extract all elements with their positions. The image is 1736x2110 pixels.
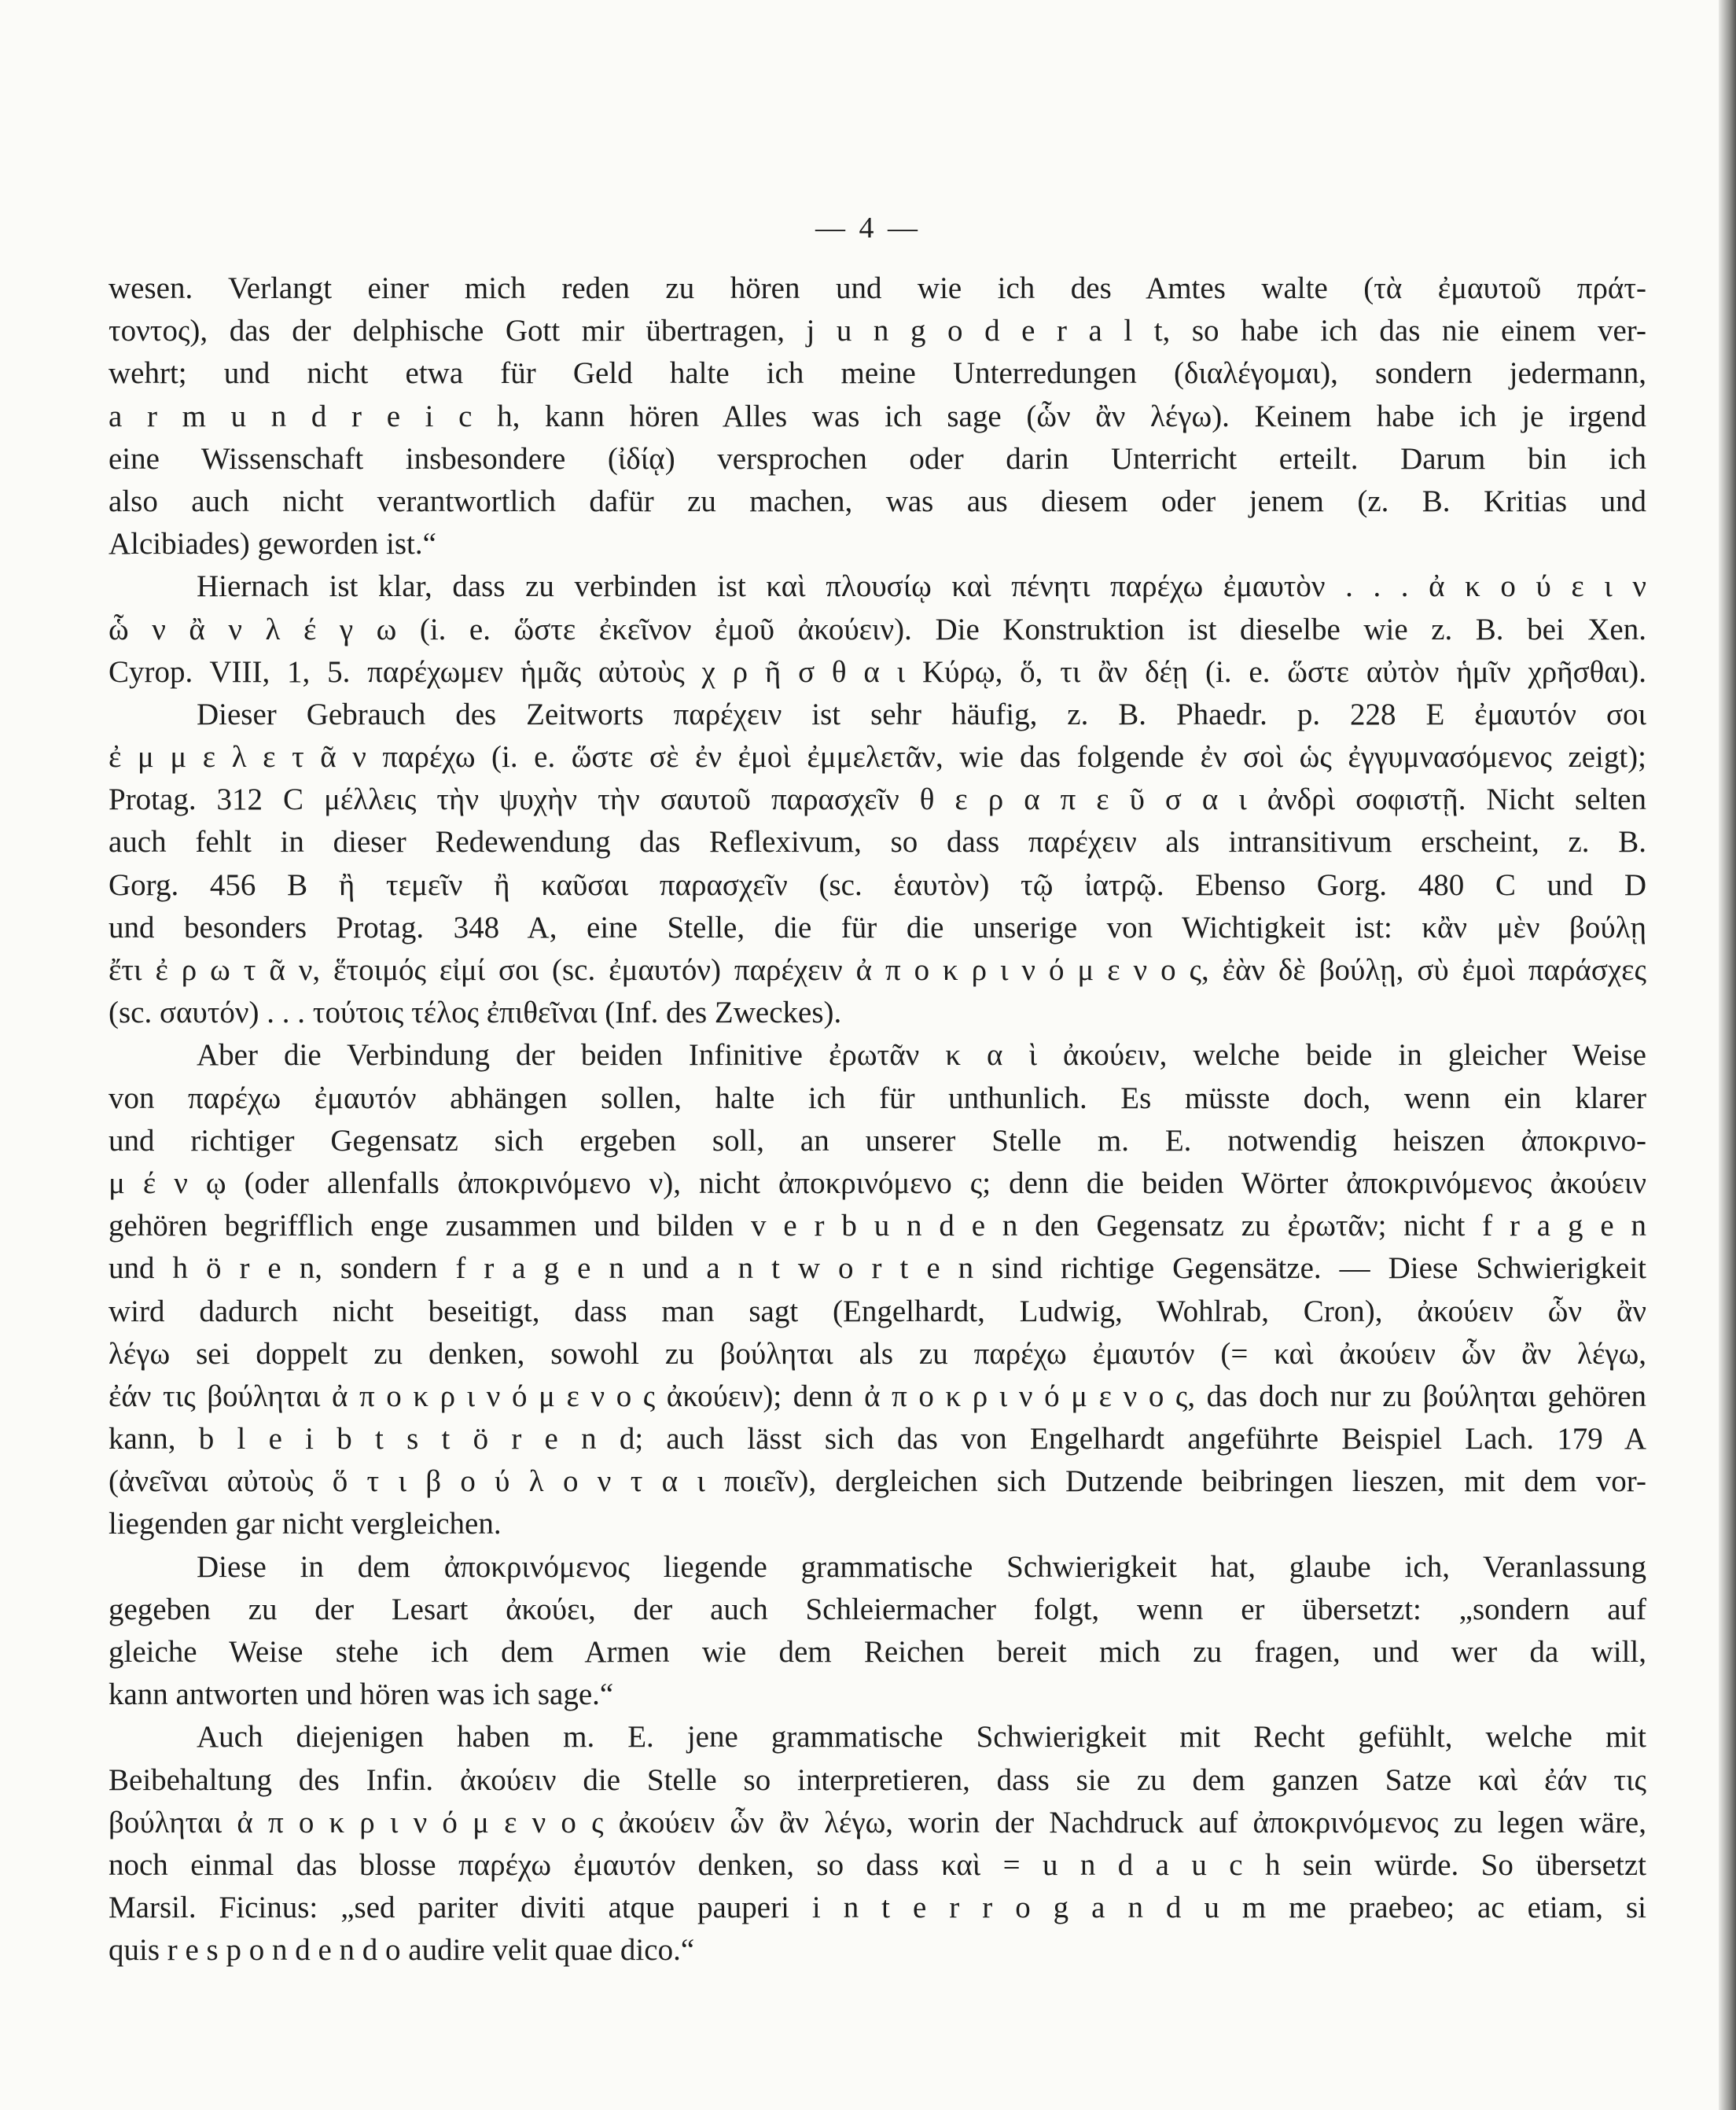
text-line: μ έ ν ῳ (oder allenfalls ἀποκρινόμενο ν), nicht ἀποκρινόμενο ς; denn die beiden Wörter ἀποκρινόμενος ἀκούειν (108, 1165, 1646, 1200)
text-line: ἐ μ μ ε λ ε τ ᾶ ν παρέχω (i. e. ὥστε σὲ ἐν ἐμοὶ ἐμμελετᾶν, wie das folgende ἐν σοὶ ὡς ἐγγυμνασόμενος zeigt); (108, 740, 1646, 775)
text-line: kann antworten und hören was ich sage.“ (108, 1677, 614, 1712)
text-line: Cyrop. VIII, 1, 5. παρέχωμεν ἡμᾶς αὐτοὺς χ ρ ῆ σ θ α ι Κύρῳ, ὅ, τι ἂν δέῃ (i. e. ὥστε αὐτὸν ἡμῖν χρῆσθαι). (108, 654, 1646, 689)
text-line: kann, b l e i b t s t ö r e n d; auch lässt sich das von Engelhardt angeführte Beispiel Lach. 179 A (108, 1422, 1646, 1456)
text-line: Hiernach ist klar, dass zu verbinden ist καὶ πλουσίῳ καὶ πένητι παρέχω ἐμαυτὸν . . . ἀ κ ο ύ ε ι ν (197, 569, 1646, 604)
text-line: Auch diejenigen haben m. E. jene grammatische Schwierigkeit mit Recht gefühlt, welche mit (197, 1720, 1646, 1755)
text-line: gegeben zu der Lesart ἀκούει, der auch Schleiermacher folgt, wenn er übersetzt: „sondern auf (108, 1592, 1646, 1626)
text-line: wird dadurch nicht beseitigt, dass man sagt (Engelhardt, Ludwig, Wohlrab, Cron), ἀκούειν ὧν ἂν (108, 1294, 1646, 1328)
text-line: und richtiger Gegensatz sich ergeben soll, an unserer Stelle m. E. notwendig heiszen ἀποκρινο- (108, 1123, 1646, 1158)
text-line: Diese in dem ἀποκρινόμενος liegende grammatische Schwierigkeit hat, glaube ich, Veranlassung (197, 1549, 1646, 1584)
text-line: quis r e s p o n d e n d o audire velit quae dico.“ (108, 1933, 695, 1968)
text-line: Marsil. Ficinus: „sed pariter diviti atque pauperi i n t e r r o g a n d u m me praebeo; ac etiam, si (108, 1891, 1646, 1925)
text-line: von παρέχω ἐμαυτόν abhängen sollen, halte ich für unthunlich. Es müsste doch, wenn ein klarer (108, 1081, 1646, 1115)
text-line: und h ö r e n, sondern f r a g e n und a n t w o r t e n sind richtige Gegensätze. — Diese Schwierigkeit (108, 1251, 1646, 1286)
text-line: ὧ ν ἂ ν λ έ γ ω (i. e. ὥστε ἐκεῖνον ἐμοῦ ἀκούειν). Die Konstruktion ist dieselbe wie z. B. bei Xen. (108, 612, 1646, 646)
text-line: noch einmal das blosse παρέχω ἐμαυτόν denken, so dass καὶ = u n d a u c h sein würde. So übersetzt (108, 1847, 1646, 1882)
text-line: ἔτι ἐ ρ ω τ ᾶ ν, ἕτοιμός εἰμί σοι (sc. ἐμαυτόν) παρέχειν ἀ π ο κ ρ ι ν ό μ ε ν ο ς, ἐὰν δὲ βούλῃ, σὺ ἐμοὶ παράσχες (108, 953, 1646, 987)
page-number: — 4 — (815, 212, 921, 245)
text-line: Protag. 312 C μέλλεις τὴν ψυχὴν τὴν σαυτοῦ παρασχεῖν θ ε ρ α π ε ῦ σ α ι ἀνδρὶ σοφιστῇ. Nicht selten (108, 783, 1646, 817)
text-line: wehrt; und nicht etwa für Geld halte ich meine Unterredungen (διαλέγομαι), sondern jedermann, (108, 356, 1646, 391)
text-line: (sc. σαυτόν) . . . τούτοις τέλος ἐπιθεῖναι (Inf. des Zweckes). (108, 996, 842, 1030)
text-line: τοντος), das der delphische Gott mir übertragen, j u n g o d e r a l t, so habe ich das nie einem ver- (108, 314, 1646, 348)
text-line: auch fehlt in dieser Redewendung das Reflexivum, so dass παρέχειν als intransitivum erscheint, z. B. (108, 825, 1646, 860)
text-line: liegenden gar nicht vergleichen. (108, 1507, 502, 1541)
text-line: Gorg. 456 B ἢ τεμεῖν ἢ καῦσαι παρασχεῖν (sc. ἑαυτὸν) τῷ ἰατρῷ. Ebenso Gorg. 480 C und D (108, 867, 1646, 902)
text-line: und besonders Protag. 348 A, eine Stelle, die für die unserige von Wichtigkeit ist: κἂν μὲν βούλῃ (108, 910, 1646, 945)
text-line: Dieser Gebrauch des Zeitworts παρέχειν ist sehr häufig, z. B. Phaedr. p. 228 E ἐμαυτόν σοι (197, 697, 1646, 731)
text-line: a r m u n d r e i c h, kann hören Alles was ich sage (ὧν ἂν λέγω). Keinem habe ich je irgend (108, 399, 1646, 433)
text-line: (ἀνεῖναι αὐτοὺς ὅ τ ι β ο ύ λ ο ν τ α ι ποιεῖν), dergleichen sich Dutzende beibringen lieszen, mit dem vor- (108, 1464, 1646, 1499)
body-text (108, 267, 1646, 1972)
text-line: ἐάν τις βούληται ἀ π ο κ ρ ι ν ό μ ε ν ο ς ἀκούειν); denn ἀ π ο κ ρ ι ν ό μ ε ν ο ς, das doch nur zu βούληται gehören (108, 1379, 1646, 1413)
text-line: Aber die Verbindung der beiden Infinitive ἐρωτᾶν κ α ὶ ἀκούειν, welche beide in gleicher Weise (197, 1038, 1646, 1073)
text-line: Alcibiades) geworden ist.“ (108, 527, 436, 562)
text-line: also auch nicht verantwortlich dafür zu machen, was aus diesem oder jenem (z. B. Kritias und (108, 484, 1646, 518)
page-edge-shadow (1719, 0, 1736, 2110)
text-line: Beibehaltung des Infin. ἀκούειν die Stelle so interpretieren, dass sie zu dem ganzen Satze καὶ ἐάν τις (108, 1762, 1646, 1797)
text-line: λέγω sei doppelt zu denken, sowohl zu βούληται als zu παρέχω ἐμαυτόν (= καὶ ἀκούειν ὧν ἂν λέγω, (108, 1336, 1646, 1371)
text-line: eine Wissenschaft insbesondere (ἰδίᾳ) versprochen oder darin Unterricht erteilt. Darum bin ich (108, 441, 1646, 476)
text-line: gleiche Weise stehe ich dem Armen wie dem Reichen bereit mich zu fragen, und wer da will, (108, 1635, 1646, 1669)
text-line: βούληται ἀ π ο κ ρ ι ν ό μ ε ν ο ς ἀκούειν ὧν ἂν λέγω, worin der Nachdruck auf ἀποκρινόμενος zu legen wäre, (108, 1805, 1646, 1839)
text-line: wesen. Verlangt einer mich reden zu hören und wie ich des Amtes walte (τὰ ἐμαυτοῦ πράτ- (108, 271, 1646, 305)
text-line: gehören begrifflich enge zusammen und bilden v e r b u n d e n den Gegensatz zu ἐρωτᾶν; nicht f r a g e n (108, 1209, 1646, 1243)
